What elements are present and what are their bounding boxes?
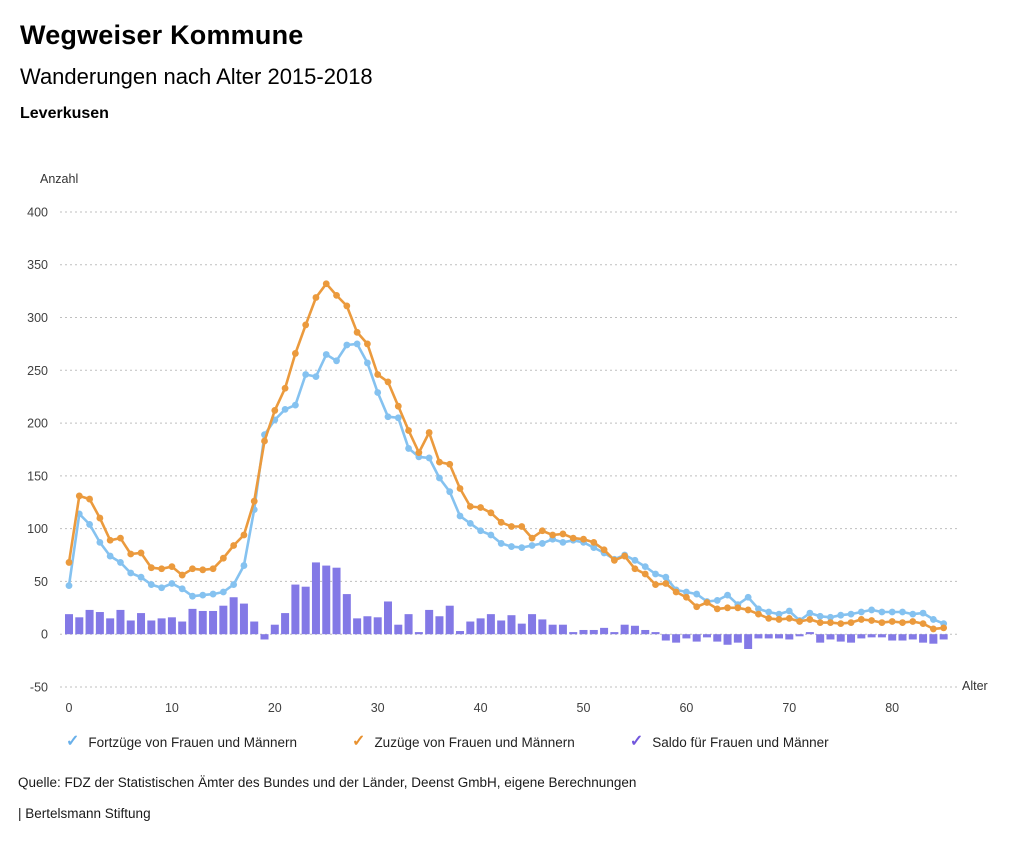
saldo-bar-age-79[interactable]	[878, 634, 886, 637]
zuzuege-point-age-40[interactable]	[477, 504, 484, 511]
x-axis-title: Alter	[962, 679, 988, 693]
saldo-bar-age-68[interactable]	[765, 634, 773, 638]
zuzuege-point-age-66[interactable]	[745, 607, 752, 614]
saldo-bar-age-7[interactable]	[137, 613, 145, 634]
x-tick-label-40: 40	[473, 701, 488, 715]
x-tick-label-60: 60	[679, 701, 694, 715]
zuzuege-point-age-63[interactable]	[714, 605, 721, 612]
legend-item-saldo[interactable]	[630, 734, 829, 750]
saldo-bar-age-56[interactable]	[641, 630, 649, 634]
zuzuege-point-age-70[interactable]	[786, 615, 793, 622]
saldo-bar-age-43[interactable]	[507, 615, 515, 634]
saldo-bar-age-8[interactable]	[147, 620, 155, 634]
saldo-bar-age-2[interactable]	[86, 610, 94, 634]
zuzuege-point-age-72[interactable]	[806, 616, 813, 623]
fortzuege-point-age-64[interactable]	[724, 592, 731, 599]
saldo-bar-age-65[interactable]	[734, 634, 742, 642]
zuzuege-point-age-15[interactable]	[220, 555, 227, 562]
fortzuege-point-age-55[interactable]	[632, 557, 639, 564]
zuzuege-point-age-47[interactable]	[549, 532, 556, 539]
saldo-bar-age-61[interactable]	[693, 634, 701, 641]
zuzuege-point-age-36[interactable]	[436, 459, 443, 466]
region-label: Leverkusen	[20, 105, 109, 122]
saldo-bar-age-73[interactable]	[816, 634, 824, 642]
zuzuege-point-age-26[interactable]	[333, 292, 340, 299]
saldo-bar-age-17[interactable]	[240, 604, 248, 635]
fortzuege-point-age-39[interactable]	[467, 520, 474, 527]
legend-item-zuzuege[interactable]	[352, 734, 575, 750]
legend-label-zuzuege: Zuzüge von Frauen und Männern	[374, 734, 575, 750]
saldo-bar-age-16[interactable]	[230, 597, 238, 634]
saldo-bar-age-6[interactable]	[127, 620, 135, 634]
zuzuege-point-age-75[interactable]	[837, 620, 844, 627]
zuzuege-point-age-81[interactable]	[899, 619, 906, 626]
zuzuege-point-age-54[interactable]	[621, 553, 628, 560]
saldo-bar-age-63[interactable]	[713, 634, 721, 641]
zuzuege-point-age-37[interactable]	[446, 461, 453, 468]
saldo-bar-age-36[interactable]	[435, 616, 443, 634]
saldo-bar-age-1[interactable]	[75, 617, 83, 634]
zuzuege-point-age-20[interactable]	[271, 407, 278, 414]
zuzuege-point-age-85[interactable]	[940, 624, 947, 631]
saldo-bar-age-0[interactable]	[65, 614, 73, 634]
y-tick-label-100: 100	[27, 522, 48, 537]
legend-item-fortzuege[interactable]	[66, 734, 297, 750]
saldo-bar-age-37[interactable]	[446, 606, 454, 635]
saldo-bar-age-35[interactable]	[425, 610, 433, 634]
fortzuege-point-age-79[interactable]	[879, 609, 886, 616]
zuzuege-point-age-45[interactable]	[529, 535, 536, 542]
series-line-zuzuege[interactable]	[69, 284, 944, 629]
saldo-bar-age-9[interactable]	[158, 618, 166, 634]
fortzuege-point-age-70[interactable]	[786, 608, 793, 615]
fortzuege-point-age-21[interactable]	[282, 406, 289, 413]
fortzuege-point-age-14[interactable]	[210, 591, 217, 598]
saldo-bar-age-31[interactable]	[384, 601, 392, 634]
saldo-bar-age-53[interactable]	[610, 632, 618, 634]
fortzuege-point-age-8[interactable]	[148, 581, 155, 588]
fortzuege-point-age-26[interactable]	[333, 357, 340, 364]
zuzuege-point-age-67[interactable]	[755, 611, 762, 618]
y-axis-title: Anzahl	[40, 172, 79, 186]
fortzuege-point-age-0[interactable]	[66, 582, 73, 589]
zuzuege-point-age-65[interactable]	[734, 604, 741, 611]
zuzuege-point-age-18[interactable]	[251, 498, 258, 505]
saldo-bar-age-44[interactable]	[518, 624, 526, 635]
x-tick-label-80: 80	[885, 701, 900, 715]
saldo-bar-age-45[interactable]	[528, 614, 536, 634]
fortzuege-point-age-45[interactable]	[529, 542, 536, 549]
zuzuege-point-age-5[interactable]	[117, 535, 124, 542]
zuzuege-point-age-48[interactable]	[560, 531, 567, 538]
saldo-bar-age-30[interactable]	[374, 617, 382, 634]
zuzuege-point-age-21[interactable]	[282, 385, 289, 392]
saldo-bar-age-69[interactable]	[775, 634, 783, 638]
saldo-bar-age-32[interactable]	[394, 625, 402, 635]
zuzuege-point-age-76[interactable]	[848, 619, 855, 626]
fortzuege-point-age-36[interactable]	[436, 475, 443, 482]
zuzuege-point-age-56[interactable]	[642, 571, 649, 578]
fortzuege-point-age-12[interactable]	[189, 593, 196, 600]
saldo-bar-age-46[interactable]	[538, 619, 546, 634]
zuzuege-point-age-17[interactable]	[241, 532, 248, 539]
zuzuege-point-age-9[interactable]	[158, 565, 165, 572]
source-note: Quelle: FDZ der Statistischen Ämter des Bundes und der Länder, Deenst GmbH, eigene Berechnungen	[18, 775, 637, 790]
saldo-bar-age-27[interactable]	[343, 594, 351, 634]
zuzuege-point-age-74[interactable]	[827, 619, 834, 626]
fortzuege-point-age-7[interactable]	[138, 574, 145, 581]
saldo-check-icon: ✓	[629, 733, 644, 750]
saldo-bar-age-66[interactable]	[744, 634, 752, 649]
zuzuege-point-age-0[interactable]	[66, 559, 73, 566]
saldo-bar-age-75[interactable]	[837, 634, 845, 641]
x-tick-label-0: 0	[65, 701, 73, 715]
saldo-bar-age-78[interactable]	[868, 634, 876, 637]
zuzuege-point-age-6[interactable]	[127, 551, 134, 558]
zuzuege-point-age-78[interactable]	[868, 617, 875, 624]
saldo-bar-age-14[interactable]	[209, 611, 217, 634]
zuzuege-point-age-82[interactable]	[909, 618, 916, 625]
x-tick-label-70: 70	[782, 701, 797, 715]
fortzuege-point-age-17[interactable]	[241, 562, 248, 569]
saldo-bar-age-33[interactable]	[405, 614, 413, 634]
zuzuege-point-age-14[interactable]	[210, 565, 217, 572]
saldo-bar-age-50[interactable]	[580, 630, 588, 634]
fortzuege-point-age-57[interactable]	[652, 571, 659, 578]
fortzuege-point-age-9[interactable]	[158, 584, 165, 591]
zuzuege-point-age-73[interactable]	[817, 619, 824, 626]
fortzuege-point-age-43[interactable]	[508, 543, 515, 550]
brand-note: | Bertelsmann Stiftung	[18, 806, 151, 821]
fortzuege-point-age-72[interactable]	[806, 610, 813, 617]
zuzuege-point-age-28[interactable]	[354, 329, 361, 336]
chart-subtitle: Wanderungen nach Alter 2015-2018	[20, 64, 373, 89]
zuzuege-point-age-33[interactable]	[405, 427, 412, 434]
zuzuege-point-age-55[interactable]	[632, 565, 639, 572]
zuzuege-point-age-11[interactable]	[179, 572, 186, 579]
zuzuege-point-age-52[interactable]	[601, 546, 608, 553]
fortzuege-point-age-31[interactable]	[385, 413, 392, 420]
y-tick-label-350: 350	[27, 258, 48, 273]
zuzuege-point-age-4[interactable]	[107, 537, 114, 544]
fortzuege-point-age-13[interactable]	[199, 592, 206, 599]
saldo-bar-age-51[interactable]	[590, 630, 598, 634]
saldo-bar-age-38[interactable]	[456, 631, 464, 634]
fortzuege-point-age-80[interactable]	[889, 609, 896, 616]
fortzuege-point-age-3[interactable]	[96, 539, 103, 546]
saldo-bar-age-20[interactable]	[271, 625, 279, 635]
zuzuege-point-age-68[interactable]	[765, 615, 772, 622]
zuzuege-point-age-39[interactable]	[467, 503, 474, 510]
saldo-bar-age-82[interactable]	[909, 634, 917, 639]
fortzuege-point-age-76[interactable]	[848, 611, 855, 618]
zuzuege-point-age-51[interactable]	[590, 539, 597, 546]
saldo-bar-age-19[interactable]	[261, 634, 269, 639]
fortzuege-point-age-81[interactable]	[899, 609, 906, 616]
saldo-bar-age-13[interactable]	[199, 611, 207, 634]
legend-label-saldo: Saldo für Frauen und Männer	[652, 734, 829, 750]
fortzuege-point-age-23[interactable]	[302, 371, 309, 378]
zuzuege-point-age-84[interactable]	[930, 626, 937, 633]
zuzuege-point-age-71[interactable]	[796, 618, 803, 625]
zuzuege-point-age-77[interactable]	[858, 616, 865, 623]
fortzuege-point-age-15[interactable]	[220, 589, 227, 596]
y-tick-label-50: 50	[34, 574, 48, 589]
fortzuege-point-age-77[interactable]	[858, 609, 865, 616]
fortzuege-point-age-84[interactable]	[930, 616, 937, 623]
saldo-bar-age-84[interactable]	[929, 634, 937, 644]
fortzuege-point-age-63[interactable]	[714, 597, 721, 604]
fortzuege-point-age-4[interactable]	[107, 553, 114, 560]
fortzuege-point-age-22[interactable]	[292, 402, 299, 409]
saldo-bar-age-26[interactable]	[333, 568, 341, 635]
zuzuege-point-age-27[interactable]	[343, 303, 350, 310]
saldo-bar-age-48[interactable]	[559, 625, 567, 635]
saldo-bar-age-81[interactable]	[898, 634, 906, 640]
fortzuege-point-age-30[interactable]	[374, 389, 381, 396]
zuzuege-point-age-64[interactable]	[724, 604, 731, 611]
fortzuege-point-age-11[interactable]	[179, 585, 186, 592]
saldo-bar-age-83[interactable]	[919, 634, 927, 642]
fortzuege-point-age-28[interactable]	[354, 341, 361, 348]
saldo-bar-age-76[interactable]	[847, 634, 855, 642]
zuzuege-point-age-50[interactable]	[580, 536, 587, 543]
saldo-bar-age-4[interactable]	[106, 618, 114, 634]
zuzuege-point-age-19[interactable]	[261, 438, 268, 445]
zuzuege-point-age-38[interactable]	[457, 485, 464, 492]
fortzuege-point-age-38[interactable]	[457, 513, 464, 520]
fortzuege-point-age-6[interactable]	[127, 570, 134, 577]
saldo-bar-age-34[interactable]	[415, 632, 423, 634]
saldo-bar-age-80[interactable]	[888, 634, 896, 640]
zuzuege-point-age-13[interactable]	[199, 566, 206, 573]
saldo-bar-age-21[interactable]	[281, 613, 289, 634]
fortzuege-point-age-25[interactable]	[323, 351, 330, 358]
legend-label-fortzuege: Fortzüge von Frauen und Männern	[88, 734, 298, 750]
zuzuege-point-age-53[interactable]	[611, 557, 618, 564]
zuzuege-point-age-12[interactable]	[189, 565, 196, 572]
fortzuege-point-age-37[interactable]	[446, 488, 453, 495]
saldo-bar-age-10[interactable]	[168, 617, 176, 634]
saldo-bar-age-28[interactable]	[353, 618, 361, 634]
saldo-bar-age-52[interactable]	[600, 628, 608, 634]
fortzuege-point-age-40[interactable]	[477, 527, 484, 534]
zuzuege-point-age-80[interactable]	[889, 618, 896, 625]
fortzuege-point-age-82[interactable]	[909, 611, 916, 618]
y-tick-label-150: 150	[27, 469, 48, 484]
y-tick-label-250: 250	[27, 363, 48, 378]
saldo-bar-age-67[interactable]	[754, 634, 762, 638]
saldo-bar-age-72[interactable]	[806, 632, 814, 634]
zuzuege-point-age-3[interactable]	[96, 515, 103, 522]
saldo-bar-age-40[interactable]	[477, 618, 485, 634]
fortzuege-point-age-16[interactable]	[230, 581, 237, 588]
zuzuege-point-age-31[interactable]	[385, 379, 392, 386]
fortzuege-point-age-75[interactable]	[837, 612, 844, 619]
fortzuege-point-age-2[interactable]	[86, 521, 93, 528]
zuzuege-point-age-61[interactable]	[693, 603, 700, 610]
y-tick-label-0: 0	[41, 627, 48, 642]
saldo-bar-age-85[interactable]	[940, 634, 948, 639]
zuzuege-point-age-58[interactable]	[662, 580, 669, 587]
fortzuege-point-age-35[interactable]	[426, 455, 433, 462]
zuzuege-point-age-62[interactable]	[704, 599, 711, 606]
saldo-bar-age-3[interactable]	[96, 612, 104, 634]
zuzuege-point-age-35[interactable]	[426, 429, 433, 436]
y-tick-label-300: 300	[27, 311, 48, 326]
fortzuege-point-age-24[interactable]	[313, 373, 320, 380]
saldo-bar-age-49[interactable]	[569, 632, 577, 634]
zuzuege-point-age-44[interactable]	[518, 523, 525, 530]
zuzuege-point-age-8[interactable]	[148, 564, 155, 571]
zuzuege-point-age-10[interactable]	[169, 563, 176, 570]
zuzuege-point-age-32[interactable]	[395, 403, 402, 410]
zuzuege-point-age-46[interactable]	[539, 527, 546, 534]
saldo-bar-age-58[interactable]	[662, 634, 670, 640]
saldo-bar-age-60[interactable]	[682, 634, 690, 638]
fortzuege-point-age-83[interactable]	[920, 610, 927, 617]
zuzuege-point-age-7[interactable]	[138, 550, 145, 557]
saldo-bar-age-57[interactable]	[652, 632, 660, 634]
zuzuege-point-age-83[interactable]	[920, 620, 927, 627]
saldo-bar-age-39[interactable]	[466, 622, 474, 635]
zuzuege-point-age-42[interactable]	[498, 519, 505, 526]
fortzuege-point-age-73[interactable]	[817, 613, 824, 620]
fortzuege-point-age-29[interactable]	[364, 360, 371, 367]
fortzuege-point-age-10[interactable]	[169, 580, 176, 587]
fortzuege-point-age-58[interactable]	[662, 574, 669, 581]
saldo-bar-age-74[interactable]	[826, 634, 834, 639]
saldo-bar-age-24[interactable]	[312, 562, 320, 634]
saldo-bar-age-15[interactable]	[219, 606, 227, 635]
x-tick-label-20: 20	[267, 701, 282, 715]
saldo-bar-age-29[interactable]	[363, 616, 371, 634]
fortzuege-point-age-32[interactable]	[395, 414, 402, 421]
fortzuege-point-age-27[interactable]	[343, 342, 350, 349]
saldo-bar-age-25[interactable]	[322, 566, 330, 635]
zuzuege-point-age-57[interactable]	[652, 581, 659, 588]
saldo-bar-age-22[interactable]	[291, 585, 299, 635]
y-tick-label-200: 200	[27, 416, 48, 431]
zuzuege-point-age-2[interactable]	[86, 496, 93, 503]
zuzuege-point-age-41[interactable]	[487, 509, 494, 516]
fortzuege-check-icon: ✓	[66, 733, 80, 750]
fortzuege-point-age-68[interactable]	[765, 609, 772, 616]
fortzuege-point-age-5[interactable]	[117, 559, 124, 566]
saldo-bar-age-23[interactable]	[302, 587, 310, 635]
saldo-bar-age-54[interactable]	[621, 625, 629, 635]
zuzuege-point-age-25[interactable]	[323, 280, 330, 287]
saldo-bar-age-41[interactable]	[487, 614, 495, 634]
saldo-bar-age-64[interactable]	[724, 634, 732, 645]
zuzuege-point-age-16[interactable]	[230, 542, 237, 549]
zuzuege-point-age-23[interactable]	[302, 322, 309, 329]
zuzuege-point-age-60[interactable]	[683, 594, 690, 601]
fortzuege-point-age-44[interactable]	[518, 544, 525, 551]
saldo-bar-age-47[interactable]	[549, 625, 557, 635]
fortzuege-point-age-48[interactable]	[560, 539, 567, 546]
page-title: Wegweiser Kommune	[20, 20, 304, 50]
zuzuege-point-age-34[interactable]	[415, 449, 422, 456]
y-tick-label--50: -50	[29, 680, 48, 695]
saldo-bar-age-62[interactable]	[703, 634, 711, 637]
fortzuege-point-age-42[interactable]	[498, 540, 505, 547]
y-tick-label-400: 400	[27, 205, 48, 220]
fortzuege-point-age-33[interactable]	[405, 445, 412, 452]
zuzuege-point-age-24[interactable]	[313, 294, 320, 301]
saldo-bar-age-59[interactable]	[672, 634, 680, 642]
saldo-bar-age-77[interactable]	[857, 634, 865, 638]
x-tick-label-50: 50	[576, 701, 591, 715]
fortzuege-point-age-41[interactable]	[487, 532, 494, 539]
zuzuege-check-icon: ✓	[352, 733, 366, 750]
saldo-bar-age-5[interactable]	[116, 610, 124, 634]
zuzuege-point-age-79[interactable]	[879, 619, 886, 626]
zuzuege-point-age-22[interactable]	[292, 350, 299, 357]
saldo-bar-age-18[interactable]	[250, 622, 258, 635]
zuzuege-point-age-43[interactable]	[508, 523, 515, 530]
zuzuege-point-age-29[interactable]	[364, 341, 371, 348]
fortzuege-point-age-78[interactable]	[868, 607, 875, 614]
fortzuege-point-age-61[interactable]	[693, 591, 700, 598]
fortzuege-point-age-46[interactable]	[539, 540, 546, 547]
saldo-bar-age-71[interactable]	[796, 634, 804, 636]
zuzuege-point-age-1[interactable]	[76, 493, 83, 500]
saldo-bar-age-55[interactable]	[631, 626, 639, 634]
saldo-bar-age-42[interactable]	[497, 620, 505, 634]
zuzuege-point-age-69[interactable]	[776, 616, 783, 623]
saldo-bar-age-70[interactable]	[785, 634, 793, 639]
zuzuege-point-age-49[interactable]	[570, 535, 577, 542]
x-tick-label-30: 30	[370, 701, 385, 715]
fortzuege-point-age-66[interactable]	[745, 594, 752, 601]
saldo-bar-age-11[interactable]	[178, 622, 186, 635]
x-tick-label-10: 10	[164, 701, 179, 715]
zuzuege-point-age-59[interactable]	[673, 589, 680, 596]
saldo-bar-age-12[interactable]	[188, 609, 196, 634]
chart-legend	[66, 734, 829, 750]
fortzuege-point-age-56[interactable]	[642, 563, 649, 570]
zuzuege-point-age-30[interactable]	[374, 371, 381, 378]
